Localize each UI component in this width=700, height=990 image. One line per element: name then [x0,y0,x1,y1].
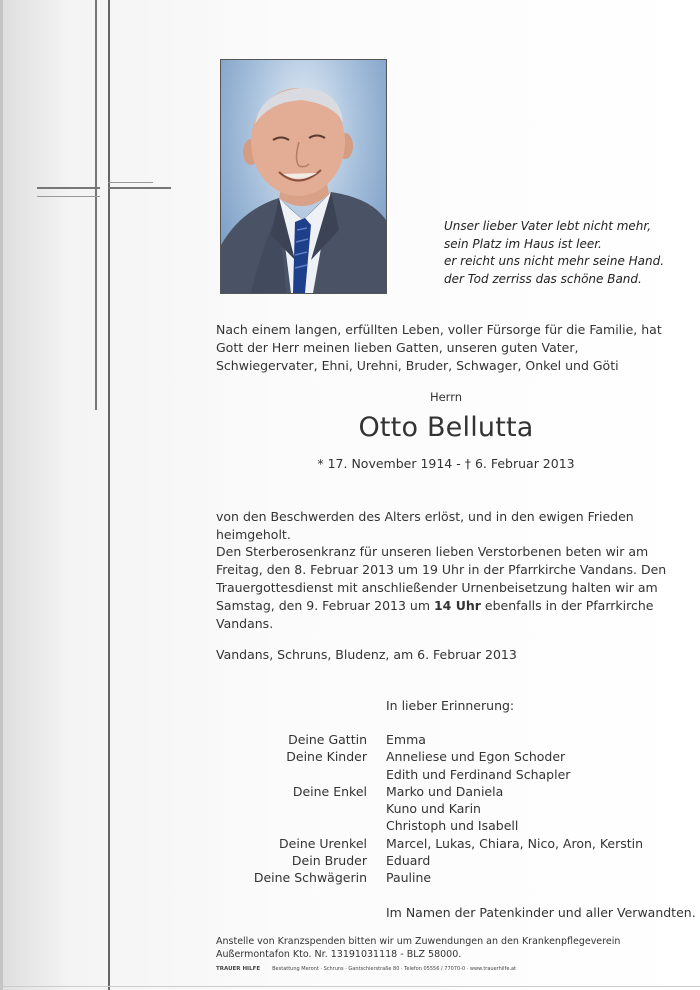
family-names: Eduard [386,853,431,869]
family-names: Marko und Daniela [386,783,504,799]
bottom-divider [0,986,700,987]
family-relation [200,817,386,834]
cross-vertical-right [108,0,110,990]
footer-brand: TRAUER HILFE [216,966,261,972]
donation-note-line: Anstelle von Kranzspenden bitten wir um Zuwendungen an den Krankenpflegeverein [216,936,621,947]
family-row [200,835,643,852]
family-relation: Dein Bruder [291,853,367,869]
cross-arm-left [37,187,100,189]
poem-line: der Tod zerriss das schöne Band. [444,271,642,286]
poem [444,218,664,288]
donation-note-line: Außermontafon Kto. Nr. 13191031118 - BLZ 58000. [216,949,462,960]
life-dates: * 17. November 1914 - † 6. Februar 2013 [317,456,575,471]
closing-line: Im Namen der Patenkinder und aller Verwandten. [386,905,696,920]
portrait-illustration [221,60,386,293]
family-names: Anneliese und Egon Schoder [386,749,566,765]
family-row [200,800,643,817]
portrait-photo [220,59,387,294]
family-relation [200,766,386,783]
family-names: Pauline [386,870,432,886]
memory-heading: In lieber Erinnerung: [386,698,515,713]
family-row [200,766,643,783]
family-row [200,852,643,869]
family-row [200,783,643,800]
relief-text: von den Beschwerden des Alters erlöst, und in den ewigen Frieden heimgeholt. [216,509,634,542]
family-names: Kuno und Karin [386,801,481,817]
cross-arm-left-lower [37,196,100,197]
cross-arm-right-upper [108,182,153,183]
family-names: Christoph und Isabell [386,818,519,834]
donation-note [216,935,620,961]
poem-line: er reicht uns nicht mehr seine Hand. [444,254,665,268]
service-text-part1: Den Sterberosenkranz für unseren lieben Verstorbenen beten wir am Freitag, den 8. Februar 2013 um 19 Uhr in der Pfarrkirche Vandans. Den Trauergottesdienst mit anschließender Urnenbeisetzung halten wir am Samstag, den 9. Februar 2013 um [216,544,667,613]
cross-vertical-left [95,0,97,410]
poem-line: sein Platz im Haus ist leer. [444,236,602,251]
family-names: Emma [386,732,426,747]
family-relation: Deine Kinder [286,749,367,765]
family-names: Edith und Ferdinand Schapler [386,766,571,782]
deceased-name: Otto Bellutta [358,412,534,443]
salutation: Herrn [429,390,463,404]
family-row [200,748,643,765]
family-relation: Deine Gattin [288,732,367,747]
family-row [200,869,643,886]
family-row [200,817,643,834]
service-text [216,543,676,633]
family-relation: Deine Urenkel [279,835,367,851]
family-list [200,731,643,887]
poem-line: Unser lieber Vater lebt nicht mehr, [444,219,652,233]
family-names: Marcel, Lukas, Chiara, Nico, Aron, Kerstin [386,835,644,851]
place-date: Vandans, Schruns, Bludenz, am 6. Februar 2013 [216,647,517,662]
service-text-part2: ebenfalls in der Pfarrkirche Vandans. [216,598,654,631]
family-relation: Deine Schwägerin [253,870,367,886]
intro-text: Nach einem langen, erfüllten Leben, voller Fürsorge für die Familie, hat Gott der Herr meinen lieben Gatten, unseren guten Vater, Schwiegervater, Ehni, Urehni, Bruder, Schwager, Onkel und Göti [216,322,662,373]
family-row [200,731,643,748]
footer-text: Bestattung Meront · Schruns · Gantschierstraße 80 · Telefon 05556 / 77070-0 · www.trauerhilfe.at [272,966,517,972]
page-edge [0,0,3,990]
family-relation [200,800,386,817]
service-time: 14 Uhr [433,598,481,613]
footer [216,966,516,972]
family-relation: Deine Enkel [292,783,367,799]
cross-arm-right [108,187,171,189]
